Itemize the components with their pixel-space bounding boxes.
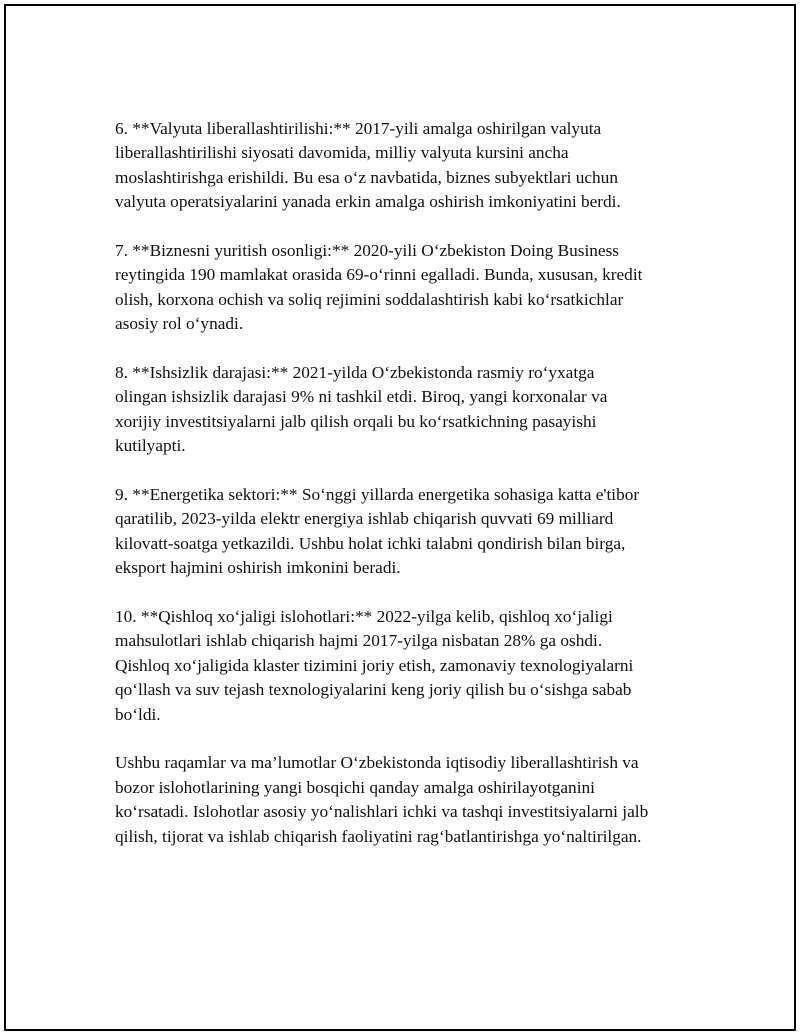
paragraph-conclusion: Ushbu raqamlar va ma’lumotlar O‘zbekistonda iqtisodiy liberallashtirish va bozor islohotlarining yangi bosqichi qanday amalga oshirilayotganini ko‘rsatadi. Islohotlar asosiy yo‘nalishlari ichki va tashqi investitsiyalarni jalb qilish, tijorat va ishlab chiqarish faoliyatini rag‘batlantirishga yo‘naltirilgan. [115, 753, 649, 846]
paragraph-unemployment-rate: 8. **Ishsizlik darajasi:** 2021-yilda O‘zbekistonda rasmiy ro‘yxatga olingan ishsizlik darajasi 9% ni tashkil etdi. Biroq, yangi korxonalar va xorijiy investitsiyalarni jalb qilish orqali bu ko‘rsatkichning pasayishi kutilyapti. [115, 363, 608, 456]
paragraph-energy-sector: 9. **Energetika sektori:** So‘nggi yillarda energetika sohasiga katta e'tibor qaratilib, 2023-yilda elektr energiya ishlab chiqarish quvvati 69 milliard kilovatt-soatga yetkazildi. Ushbu holat ichki talabni qondirish bilan birga, eksport hajmini oshirish imkonini beradi. [115, 485, 640, 578]
document-body [115, 117, 695, 874]
paragraph-ease-of-doing-business: 7. **Biznesni yuritish osonligi:** 2020-yili O‘zbekiston Doing Business reytingida 190 mamlakat orasida 69-o‘rinni egalladi. Bunda, xususan, kredit olish, korxona ochish va soliq rejimini soddalashtirish kabi ko‘rsatkichlar asosiy rol o‘ynadi. [115, 241, 643, 334]
paragraph-agriculture-reforms: 10. **Qishloq xo‘jaligi islohotlari:** 2022-yilga kelib, qishloq xo‘jaligi mahsulotlari ishlab chiqarish hajmi 2017-yilga nisbatan 28% ga oshdi. Qishloq xo‘jaligida klaster tizimini joriy etish, zamonaviy texnologiyalarni qo‘llash va suv tejash texnologiyalarini keng joriy qilish bu o‘sishga sabab bo‘ldi. [115, 607, 634, 724]
paragraph-currency-liberalization: 6. **Valyuta liberallashtirilishi:** 2017-yili amalga oshirilgan valyuta liberallashtirilishi siyosati davomida, milliy valyuta kursini ancha moslashtirishga erishildi. Bu esa o‘z navbatida, biznes subyektlari uchun valyuta operatsiyalarini yanada erkin amalga oshirish imkoniyatini berdi. [115, 119, 621, 212]
